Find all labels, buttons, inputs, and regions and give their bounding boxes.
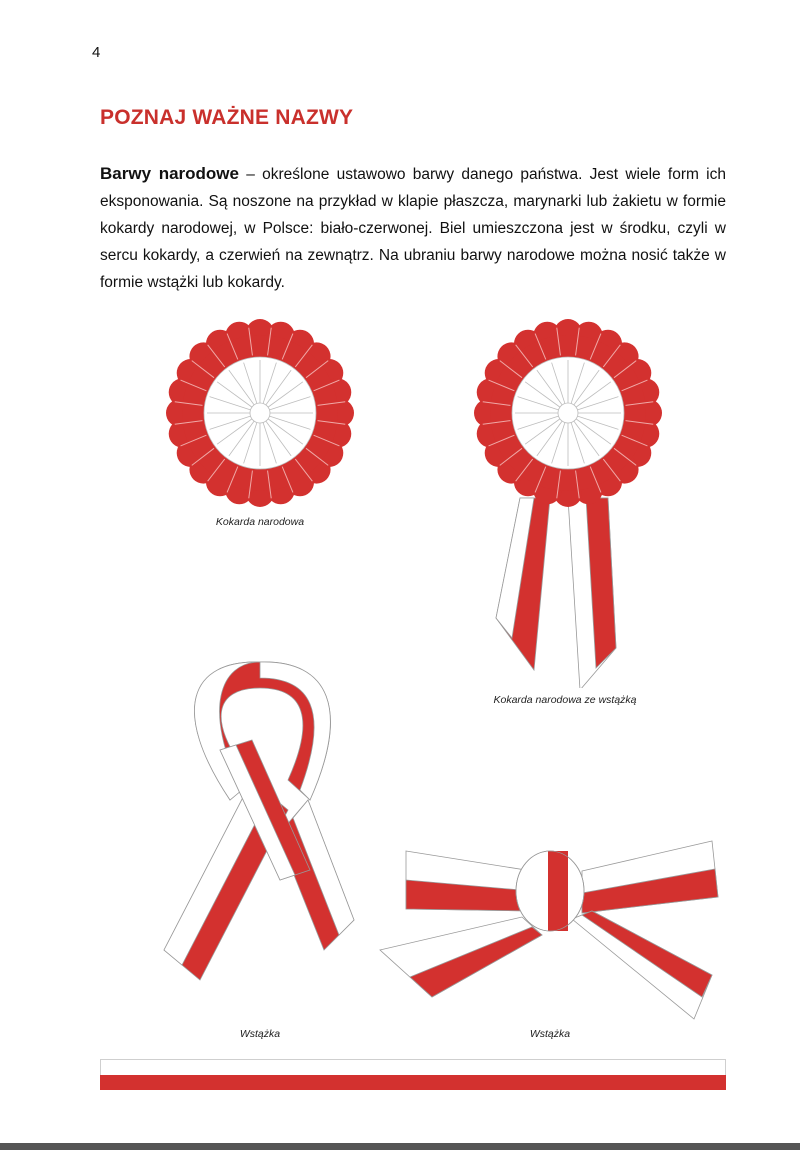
bow-image	[372, 835, 728, 1025]
definition-text: – określone ustawowo barwy danego państwa. Jest wiele form ich eksponowania. Są noszone na przykład w klapie płaszcza, marynarki lub żakietu w formie kokardy narodowej, w Polsce: biało-czerwonej. Biel umieszczona jest w środku, czyli w sercu kokardy, a czerwień na zewnątrz. Na ubraniu barwy narodowe można nosić także w formie wstążki lub kokardy.	[100, 166, 726, 291]
flag-strip-red	[100, 1075, 726, 1090]
cockade-image	[160, 318, 360, 508]
page-number: 4	[92, 44, 101, 61]
ribbon-shape	[164, 662, 354, 980]
bow-caption: Wstążka	[529, 1028, 571, 1040]
cockade-ribbon-caption: Kokarda narodowa ze wstążką	[493, 694, 637, 706]
cockade-caption: Kokarda narodowa	[215, 516, 305, 528]
ribbon-image	[160, 650, 360, 1010]
flag-strip-white	[100, 1059, 726, 1075]
definition-paragraph	[100, 160, 726, 296]
bow-shape	[380, 841, 718, 1019]
page-heading: POZNAJ WAŻNE NAZWY	[100, 106, 354, 129]
ribbon-caption: Wstążka	[239, 1028, 281, 1040]
definition-term: Barwy narodowe	[100, 164, 239, 183]
cockade-shape	[474, 319, 662, 507]
page-bottom-edge	[0, 1143, 800, 1150]
cockade-ribbon-image	[468, 318, 668, 688]
cockade-ribbon-tails	[496, 498, 616, 688]
cockade-shape	[166, 319, 354, 507]
